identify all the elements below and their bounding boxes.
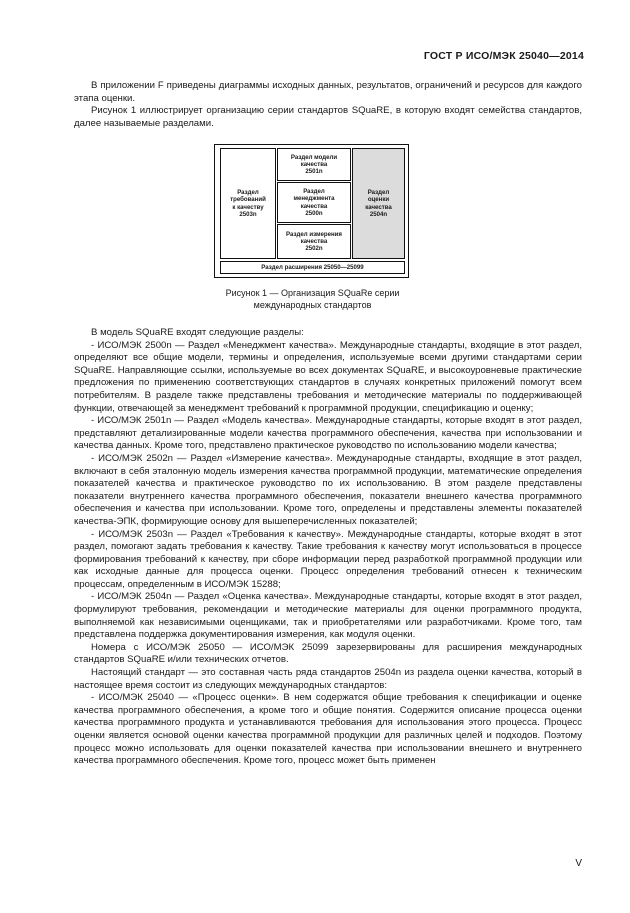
diagram-label: 2500n <box>305 209 323 217</box>
diagram-label: Раздел <box>303 188 325 196</box>
caption-line: международных стандартов <box>253 299 372 310</box>
diagram-label: требований <box>230 196 266 204</box>
paragraph: - ИСО/МЭК 2504n — Раздел «Оценка качества». Международные стандарты, которые входят в этот раздел, формулируют требования, рекомендации и методические материалы для оценки программного продукта, выполняемой как независимыми оценщиками, так и приобретателями или разработчиками. Кроме того, там представлена поддержка документирования измерения, как модуля оценки. <box>74 591 582 641</box>
paragraph: Рисунок 1 иллюстрирует организацию серии стандартов SQuaRE, в которую входят семейства стандартов, далее называемые разделами. <box>74 105 582 129</box>
diagram-label: качества <box>300 202 328 210</box>
diagram-label: оценки <box>367 196 390 204</box>
paragraph: Настоящий стандарт — это составная часть ряда стандартов 2504n из раздела оценки качества, который в настоящее время состоит из следующих международных стандартов: <box>74 667 582 691</box>
paragraph: В модель SQuaRE входят следующие разделы: <box>91 327 304 338</box>
diagram-box-quality-evaluation <box>352 148 405 259</box>
paragraph: Номера с ИСО/МЭК 25050 — ИСО/МЭК 25099 зарезервированы для расширения международных стандартов SQuaRE и/или технических отчетов. <box>74 641 582 666</box>
diagram-label: Раздел измерения <box>286 230 342 238</box>
diagram-box-extension <box>220 261 405 274</box>
figure-caption <box>190 288 435 311</box>
diagram-label: Раздел <box>237 189 259 197</box>
diagram-box-quality-requirements <box>220 148 276 259</box>
main-text <box>74 327 582 768</box>
page-number: V <box>575 858 582 869</box>
intro-text <box>74 80 582 130</box>
paragraph: - ИСО/МЭК 2502n — Раздел «Измерение качества». Международные стандарты, входящие в этот раздел, включают в себя эталонную модель измерения качества программной продукции, математические определения показателей качества и практическое руководство по их использованию. В этом разделе представлены показатели внутреннего качества программного обеспечения, показатели внешнего качества программного обеспечения и качества при использовании. Кроме того, определены и представлены элементы показателей качества-ЭПК, формирующие основу для вышеперечисленных показателей; <box>74 452 582 527</box>
diagram-label: 2502n <box>305 245 323 253</box>
diagram-label: к качеству <box>232 203 264 211</box>
diagram-label: Раздел расширения 25050—25099 <box>261 263 364 271</box>
paragraph: - ИСО/МЭК 2501n — Раздел «Модель качества». Международные стандарты, которые входят в этот раздел, представляют детализированные модели качества программного обеспечения, качества при использовании и качества данных. Кроме того, представлено практическое руководство по использованию модели качества; <box>74 415 582 452</box>
diagram-label: качества <box>365 203 392 211</box>
diagram-label: менеджмента <box>293 195 335 203</box>
caption-line: Рисунок 1 — Организация SQuaRe серии <box>225 288 400 298</box>
diagram-label: 2504n <box>369 210 388 218</box>
diagram-box-quality-model <box>277 148 351 181</box>
paragraph: В приложении F приведены диаграммы исходных данных, результатов, ограничений и ресурсов для каждого этапа оценки. <box>74 80 582 104</box>
diagram-box-quality-measurement <box>277 224 351 259</box>
diagram-box-quality-management <box>277 182 351 223</box>
diagram-label: Раздел <box>367 189 390 197</box>
diagram-label: качества <box>300 237 328 245</box>
paragraph: - ИСО/МЭК 2500n — Раздел «Менеджмент качества». Международные стандарты, входящие в этот раздел, определяют все общие модели, термины и определения, используемые всеми другими стандартами серии SQuaRE. Направляющие ссылки, используемые во всех документах SQuaRE, и высокоуровневые практические предложения по применению соответствующих стандартов в случаях конкретных приложений помогут всем потребителям. В разделе также представлены требования и методические материалы по поддерживающей функции, отвечающей за менеджмент требований к программной продукции, спецификацию и оценку; <box>74 339 582 414</box>
diagram-label: 2501n <box>305 168 323 176</box>
paragraph: - ИСО/МЭК 2503n — Раздел «Требования к качеству». Международные стандарты, которые входят в этот раздел, помогают задать требования к качеству. Такие требования к качеству могут использоваться в процессе формирования требований к качеству, при сборе информации перед разработкой программной продукции или как исходные данные для процесса оценки. Процесс определения требований отнесен к техническим процессам, определенным в ИСО/МЭК 15288; <box>74 528 582 590</box>
document-header: ГОСТ Р ИСО/МЭК 25040—2014 <box>423 50 584 62</box>
paragraph: - ИСО/МЭК 25040 — «Процесс оценки». В нем содержатся общие требования к спецификации и оценке качества программного обеспечения, а кроме того и общие понятия. Содержится описание процесса оценки качества программного продукта и устанавливаются требования для использования этого процесса. Процесс оценки является основой оценки качества программной продукции для различных целей и подходов. Поэтому процесс можно использовать для оценки показателей качества при использовании внешнего и внутреннего качества программного обеспечения. Кроме того, процесс может быть применен <box>74 692 582 767</box>
diagram-label: 2503n <box>239 210 257 218</box>
square-organization-diagram <box>214 144 409 278</box>
diagram-label: Раздел модели <box>290 153 338 161</box>
diagram-label: качества <box>300 160 328 168</box>
